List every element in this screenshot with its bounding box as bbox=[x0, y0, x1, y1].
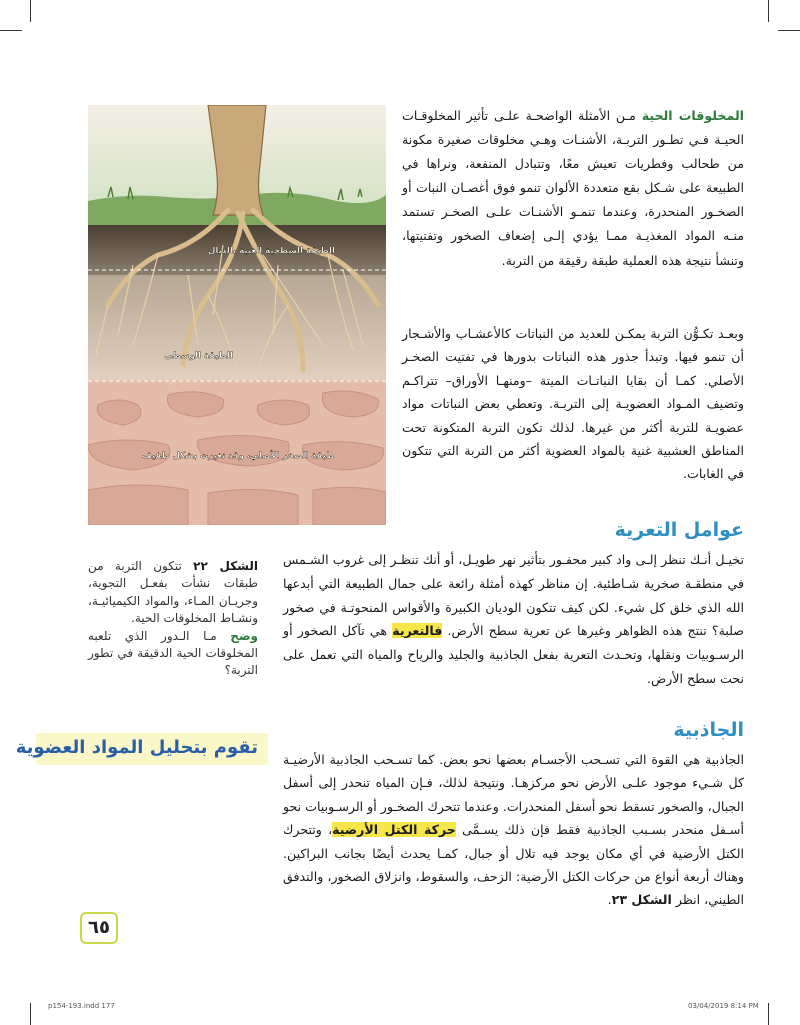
footer-file-name: p154-193.indd 177 bbox=[48, 1002, 115, 1010]
gravity-text-1: الجاذبية هي القوة التي تسـحب الأجسـام بعضها نحو بعض. كما تسـحب الجاذبية الأرضيـة كل شـيء موجود علـى الأرض نحو مركزهـا. ونتيجة لذلك، فـإن المياه تنحدر إلى أسفل الجبال، والصخور تسقط نحو أسفل المنحدرات. وعندما تتحرك الصخـور أو الرسـوبيات نحو أسـفل منحدر بسـبب الجاذبية فقط فإن ذلك يسـمَّى bbox=[283, 752, 744, 838]
erosion-term: فالتعرية bbox=[392, 623, 443, 639]
gravity-heading: الجاذبية bbox=[673, 719, 744, 741]
crop-mark bbox=[778, 30, 800, 31]
layer-label-bottom: طبقة الصخر الأصلي، وقد تغيرت بشكل طفيف bbox=[141, 451, 335, 461]
soil-formation-text: وبعـد تكـوُّن التربة يمكـن للعديد من النباتات كالأعشـاب والأشـجار أن تنمو فيها. وتبدأ جذور هذه النباتات بدورها في تفتيت الصخـر الأصلي. كمـا أن بقايا النباتـات الميتة –ومنهـا الأوراق– تتراكـم وتضيف المـواد العضويـة إلى التربـة. وتعطي بعض النباتات مواد عضويـة للتربة أكثر من غيرها. لذلك تكون التربة المتكونة تحت المناطق العشبية غنية بالمواد العضوية أكثر من التربة التي تتكون في الغابات. bbox=[402, 326, 744, 482]
gravity-paragraph bbox=[283, 748, 744, 912]
soil-layers-figure bbox=[88, 105, 386, 525]
erosion-paragraph bbox=[283, 548, 744, 691]
erosion-text-2: هي تآكل الصخور أو الرسـوبيات ونقلها، وتحـدث التعرية بفعل الجاذبية والجليد والرياح والمياه التي تعمل على نحت سطح الأرض. bbox=[283, 623, 744, 686]
answer-annotation-text: تقوم بتحليل المواد العضوية bbox=[15, 737, 258, 758]
page-number: ٦٥ bbox=[80, 912, 118, 944]
erosion-heading: عوامل التعرية bbox=[614, 519, 744, 541]
crop-mark bbox=[768, 0, 769, 22]
crop-mark bbox=[0, 30, 22, 31]
caption-text: تتكون التربة من طبقات نشأت بفعـل التجوية، وجريـان المـاء، والمواد الكيميائيـة، ونشـاط المخلوقات الحية. bbox=[88, 559, 258, 626]
crop-mark bbox=[30, 1003, 31, 1025]
living-organisms-text: مـن الأمثلة الواضحـة علـى تأثير المخلوقـات الحيـة فـي تطـور التربـة، الأشنـات وهـي مخلوقات صغيرة مكونة من طحالب وفطريات تعيش معًا، وتتبادل المنفعة، ونراها في الطبيعة على شـكل بقع متعددة الألوان تنمو فوق أغصـان النبات أو الصخـور المنحدرة، وعندما تنمـو الأشنـات علـى الصخـر تستمد منـه المواد المغذيـة ممـا يؤدي إلـى إضعاف الصخور وتفتيتها، وتنشأ نتيجة هذه العملية طبقة رقيقة من التربة. bbox=[402, 108, 744, 268]
answer-annotation bbox=[15, 733, 268, 765]
crop-mark bbox=[768, 1003, 769, 1025]
gravity-text-2: ، وتتحرك الكتل الأرضية في أي مكان يوجد فيه تلال أو جبال، كمـا يحدث أيضًا بجانب البراكين. وهناك أربعة أنواع من حركات الكتل الأرضية: الزحف، والسقوط، وانزلاق الصخور، والتدفق الطيني، انظر bbox=[283, 822, 744, 908]
layer-label-top: الطبقة السطحية الغنية بالدبال bbox=[208, 246, 336, 256]
caption-label: الشكل ٢٢ bbox=[193, 559, 258, 573]
gravity-text-end: . bbox=[607, 892, 612, 908]
living-organisms-paragraph bbox=[402, 104, 744, 273]
erosion-text-1: تخيـل أنـك تنظر إلـى واد كبير محفـور بتأثير نهر طويـل، أو أنك تنظـر إلى غروب الشـمس في منطقـة صخرية شـاطئية. إن مناظر كهذه أمثلة رائعة على جمال الطبيعة التي أبدعها الله الذي خلق كل شيء. لكن كيف تتكون الوديان الكبيرة والأقواس المنحوتـة في صخور صلبة؟ تنتج هذه الظواهر وغيرها عن تعرية سطح الأرض. bbox=[283, 552, 744, 639]
mass-movement-term: حركة الكتل الأرضية bbox=[332, 822, 456, 838]
layer-label-middle: الطبقة الوسطى bbox=[164, 351, 233, 361]
footer-date: 03/04/2019 8:14 PM bbox=[688, 1002, 759, 1010]
figure-reference: الشكل ٢٣ bbox=[611, 892, 672, 908]
crop-mark bbox=[30, 0, 31, 22]
living-organisms-term: المخلوقات الحية bbox=[641, 108, 744, 123]
figure-caption bbox=[88, 558, 258, 680]
soil-formation-paragraph bbox=[402, 322, 744, 486]
caption-question-label: وضح bbox=[230, 628, 258, 643]
caption-question: مـا الـدور الذي تلعبه المخلوقات الحية الدقيقة في تطور التربة؟ bbox=[88, 628, 258, 678]
